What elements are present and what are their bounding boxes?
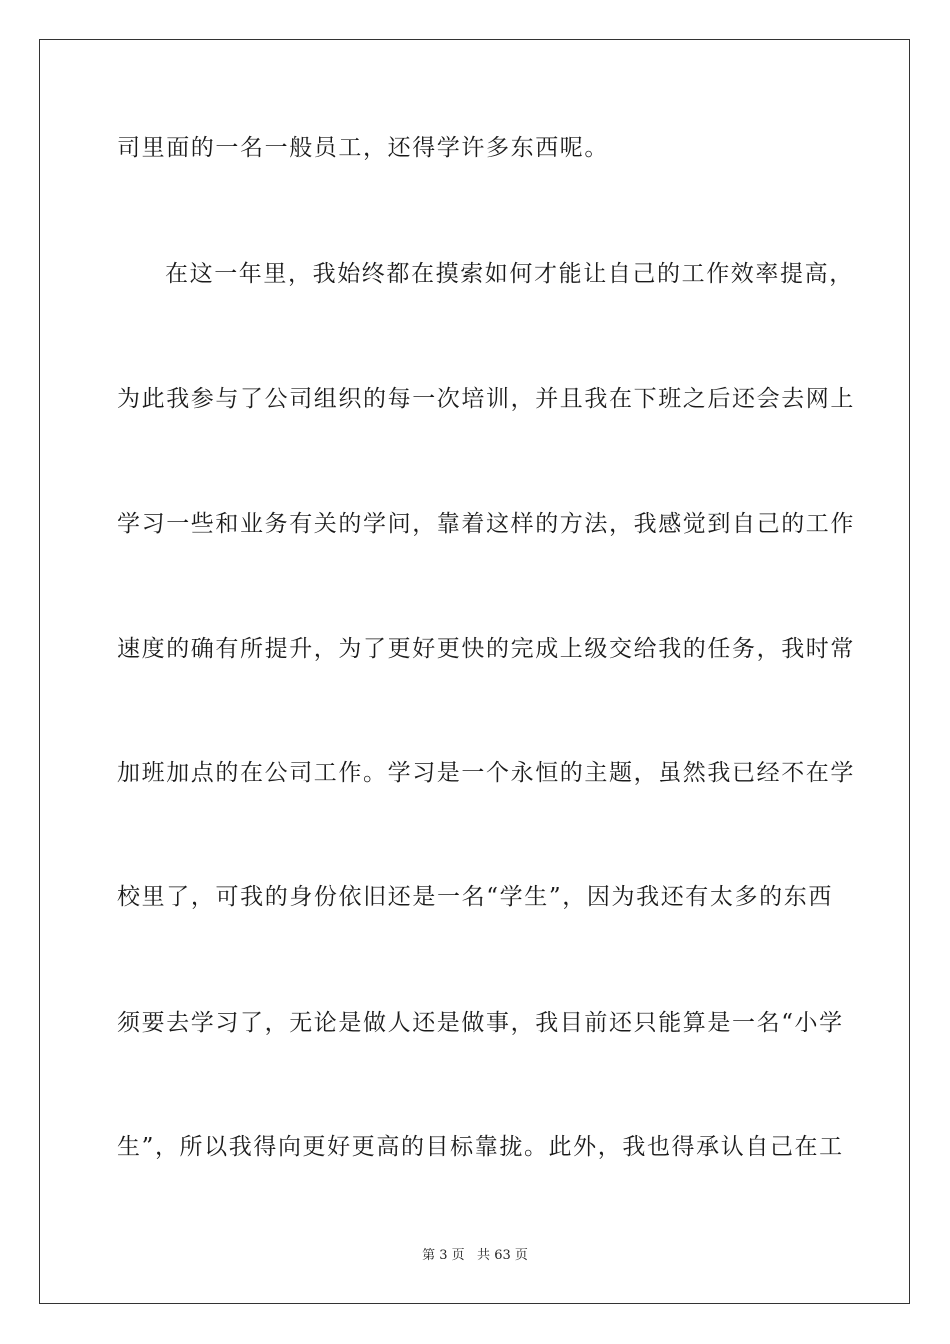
page-frame	[39, 39, 910, 1304]
body-text-line: 为此我参与了公司组织的每一次培训，并且我在下班之后还会去网上	[117, 386, 855, 412]
body-text-line: 司里面的一名一般员工，还得学许多东西呢。	[117, 135, 609, 161]
body-text-line: 校里了，可我的身份依旧还是一名“学生”，因为我还有太多的东西	[117, 884, 833, 910]
body-text-line: 生”，所以我得向更好更高的目标靠拢。此外，我也得承认自己在工	[117, 1134, 844, 1160]
body-text-line: 学习一些和业务有关的学问，靠着这样的方法，我感觉到自己的工作	[117, 511, 855, 537]
paragraph-first-line: 在这一年里，我始终都在摸索如何才能让自己的工作效率提高，	[165, 261, 854, 287]
body-text-line: 须要去学习了，无论是做人还是做事，我目前还只能算是一名“小学	[117, 1010, 844, 1036]
page-number-footer: 第 3 页 共 63 页	[422, 1248, 528, 1263]
body-text-line: 加班加点的在公司工作。学习是一个永恒的主题，虽然我已经不在学	[117, 760, 855, 786]
body-text-line: 速度的确有所提升，为了更好更快的完成上级交给我的任务，我时常	[117, 636, 855, 662]
